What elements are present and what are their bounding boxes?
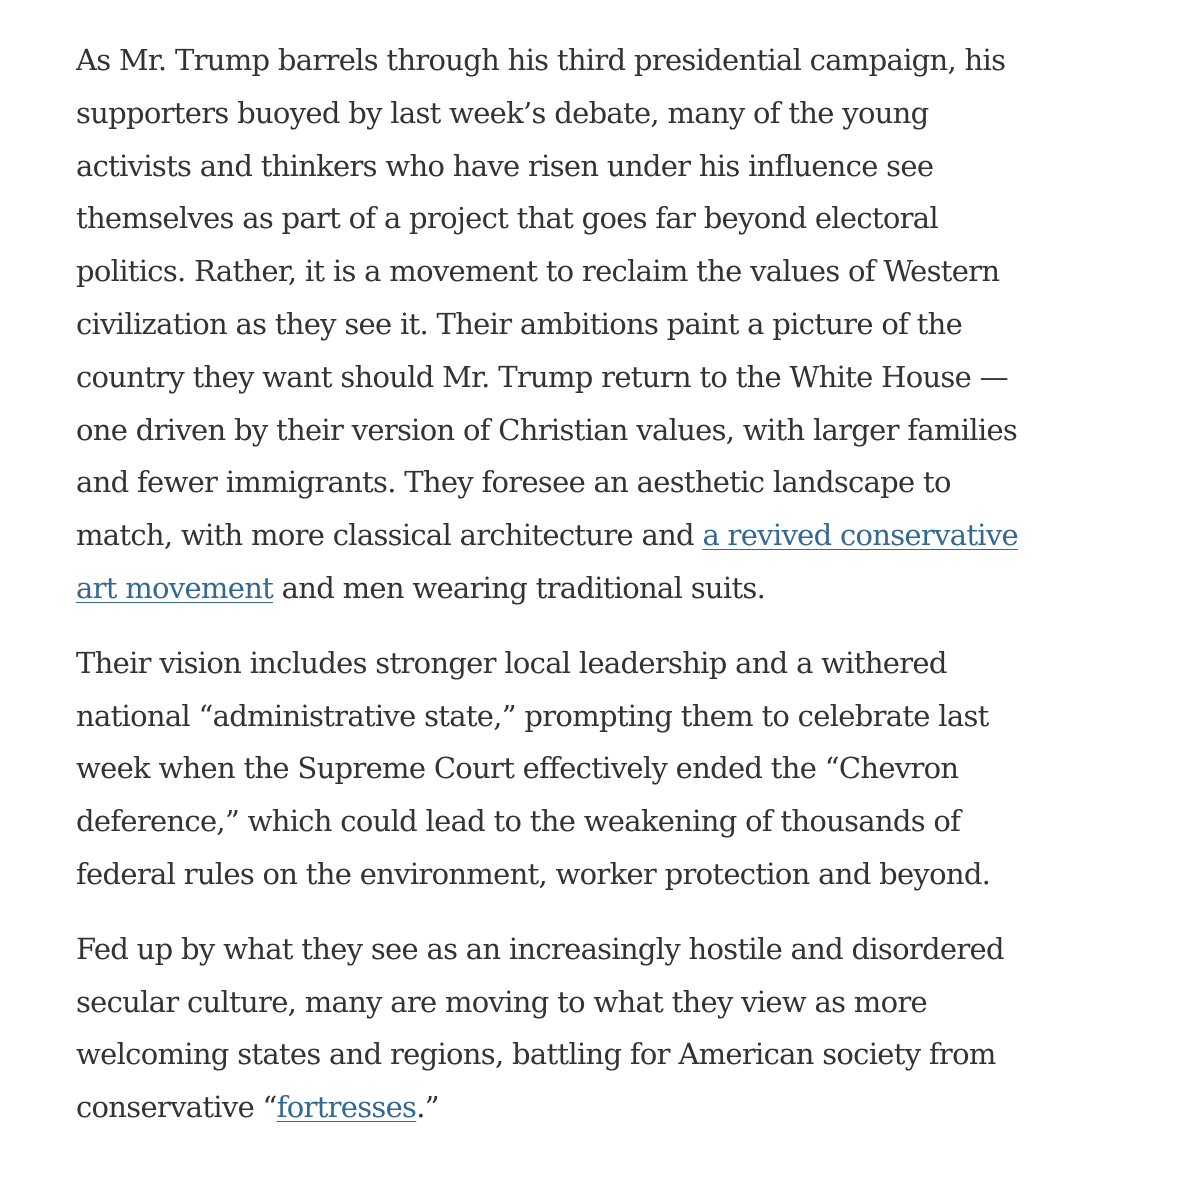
text-line: week when the Supreme Court effectively ended the “Chevron [76,751,959,786]
conservative-art-movement-link[interactable]: a revived conservative [702,518,1019,553]
text-line: civilization as they see it. Their ambitions paint a picture of the [76,306,963,341]
text-line: federal rules on the environment, worker protection and beyond. [76,856,991,891]
text-line: Their vision includes stronger local leadership and a withered [76,645,947,680]
text-line: As Mr. Trump barrels through his third presidential campaign, his [76,43,1006,77]
text-line: secular culture, many are moving to what they view as more [76,984,927,1019]
text-segment: conservative “ [76,1090,277,1125]
text-line: welcoming states and regions, battling for American society from [76,1037,996,1072]
paragraph-1 [76,34,1156,615]
text-line [76,509,1156,562]
text-line: deference,” which could lead to the weakening of thousands of [76,804,961,839]
fortresses-link[interactable]: fortresses [276,1090,417,1125]
article-body [76,34,1156,1156]
text-line: Fed up by what they see as an increasingly hostile and disordered [76,931,1004,966]
text-segment: match, with more classical architecture and [76,518,703,553]
paragraph-3 [76,923,1156,1134]
text-line: politics. Rather, it is a movement to reclaim the values of Western [76,254,1000,289]
text-line: country they want should Mr. Trump return to the White House — [76,359,1008,394]
text-segment: and men wearing traditional suits. [273,570,766,605]
paragraph-2 [76,637,1156,901]
text-line: activists and thinkers who have risen under his influence see [76,148,934,183]
text-line: supporters buoyed by last week’s debate, many of the young [76,95,929,130]
text-line: national “administrative state,” prompting them to celebrate last [76,698,989,733]
text-line: and fewer immigrants. They foresee an aesthetic landscape to [76,465,951,500]
text-line [76,562,1156,615]
text-segment: .” [416,1090,439,1125]
text-line: themselves as part of a project that goes far beyond electoral [76,201,938,236]
conservative-art-movement-link[interactable]: art movement [76,570,274,605]
text-line [76,1081,1156,1134]
text-line: one driven by their version of Christian values, with larger families [76,412,1018,447]
